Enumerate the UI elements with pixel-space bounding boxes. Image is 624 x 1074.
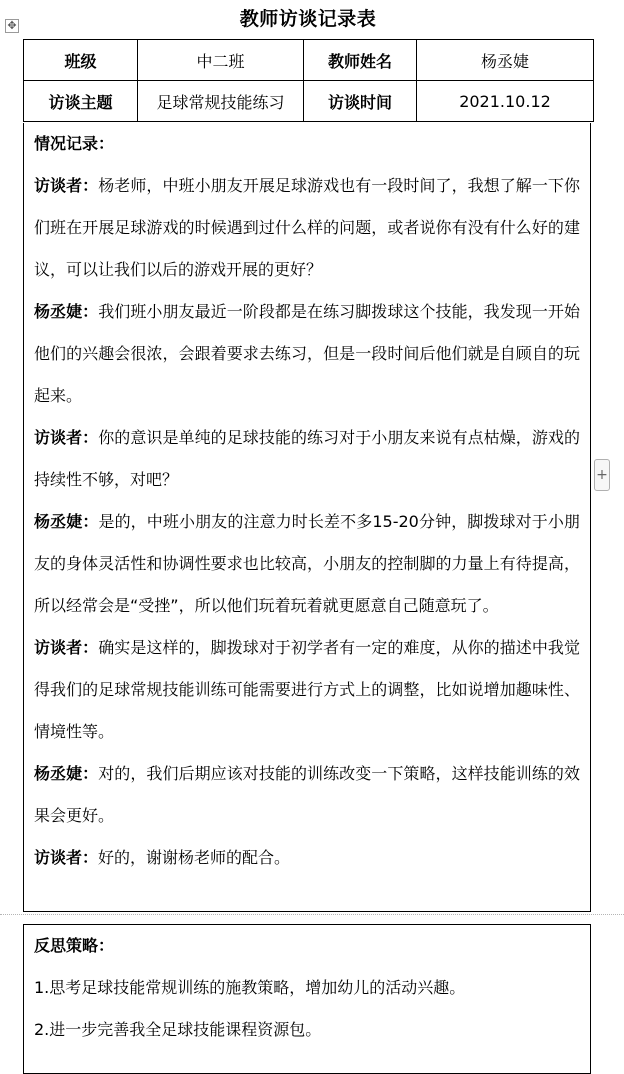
add-row-plus-icon[interactable]: + bbox=[594, 459, 610, 491]
reflection-item: 2.进一步完善我全足球技能课程资源包。 bbox=[34, 1020, 322, 1039]
speaker-label: 杨丞婕： bbox=[34, 302, 99, 321]
class-value[interactable]: 中二班 bbox=[138, 40, 304, 81]
dialogue-paragraph bbox=[34, 291, 580, 417]
dialogue-paragraph bbox=[34, 627, 580, 753]
topic-label: 访谈主题 bbox=[24, 81, 138, 122]
speaker-label: 访谈者： bbox=[34, 848, 99, 867]
dialogue-text: 我们班小朋友最近一阶段都是在练习脚拨球这个技能，我发现一开始他们的兴趣会很浓，会跟着要求去练习，但是一段时间后他们就是自顾自的玩起来。 bbox=[34, 302, 580, 405]
dialogue-text: 你的意识是单纯的足球技能的练习对于小朋友来说有点枯燥，游戏的持续性不够，对吧？ bbox=[34, 428, 580, 489]
teacher-label: 教师姓名 bbox=[304, 40, 417, 81]
dialogue-paragraph bbox=[34, 753, 580, 837]
table-row bbox=[24, 40, 594, 81]
time-label: 访谈时间 bbox=[304, 81, 417, 122]
teacher-value[interactable]: 杨丞婕 bbox=[417, 40, 594, 81]
speaker-label: 访谈者： bbox=[34, 638, 99, 657]
speaker-label: 杨丞婕： bbox=[34, 764, 99, 783]
record-heading: 情况记录： bbox=[34, 134, 115, 153]
info-table bbox=[23, 39, 594, 122]
reflection-heading: 反思策略： bbox=[34, 936, 115, 955]
speaker-label: 杨丞婕： bbox=[34, 512, 99, 531]
document-title: 教师访谈记录表 bbox=[239, 8, 377, 30]
record-section[interactable] bbox=[23, 123, 591, 912]
dialogue-paragraph bbox=[34, 837, 580, 879]
class-label: 班级 bbox=[24, 40, 138, 81]
dialogue-paragraph bbox=[34, 165, 580, 291]
speaker-label: 访谈者： bbox=[34, 176, 99, 195]
dialogue-text: 确实是这样的，脚拨球对于初学者有一定的难度，从你的描述中我觉得我们的足球常规技能训练可能需要进行方式上的调整，比如说增加趣味性、情境性等。 bbox=[34, 638, 580, 741]
page-break-divider bbox=[0, 914, 624, 919]
topic-value[interactable]: 足球常规技能练习 bbox=[138, 81, 304, 122]
dialogue-text: 是的，中班小朋友的注意力时长差不多15-20分钟，脚拨球对于小朋友的身体灵活性和协调性要求也比较高，小朋友的控制脚的力量上有待提高，所以经常会是“受挫”，所以他们玩着玩着就更愿意自己随意玩了。 bbox=[34, 512, 580, 615]
reflection-section[interactable] bbox=[23, 924, 591, 1074]
table-move-handle-icon[interactable]: ✥ bbox=[5, 19, 19, 33]
dialogue-text: 对的，我们后期应该对技能的训练改变一下策略，这样技能训练的效果会更好。 bbox=[34, 764, 580, 825]
dialogue-paragraph bbox=[34, 417, 580, 501]
dialogue-paragraph bbox=[34, 501, 580, 627]
dialogue-text: 好的，谢谢杨老师的配合。 bbox=[98, 848, 291, 867]
dialogue-text: 杨老师，中班小朋友开展足球游戏也有一段时间了，我想了解一下你们班在开展足球游戏的时候遇到过什么样的问题，或者说你有没有什么好的建议，可以让我们以后的游戏开展的更好？ bbox=[34, 176, 580, 279]
reflection-item: 1.思考足球技能常规训练的施教策略，增加幼儿的活动兴趣。 bbox=[34, 978, 466, 997]
time-value[interactable]: 2021.10.12 bbox=[417, 81, 594, 122]
speaker-label: 访谈者： bbox=[34, 428, 99, 447]
table-row bbox=[24, 81, 594, 122]
